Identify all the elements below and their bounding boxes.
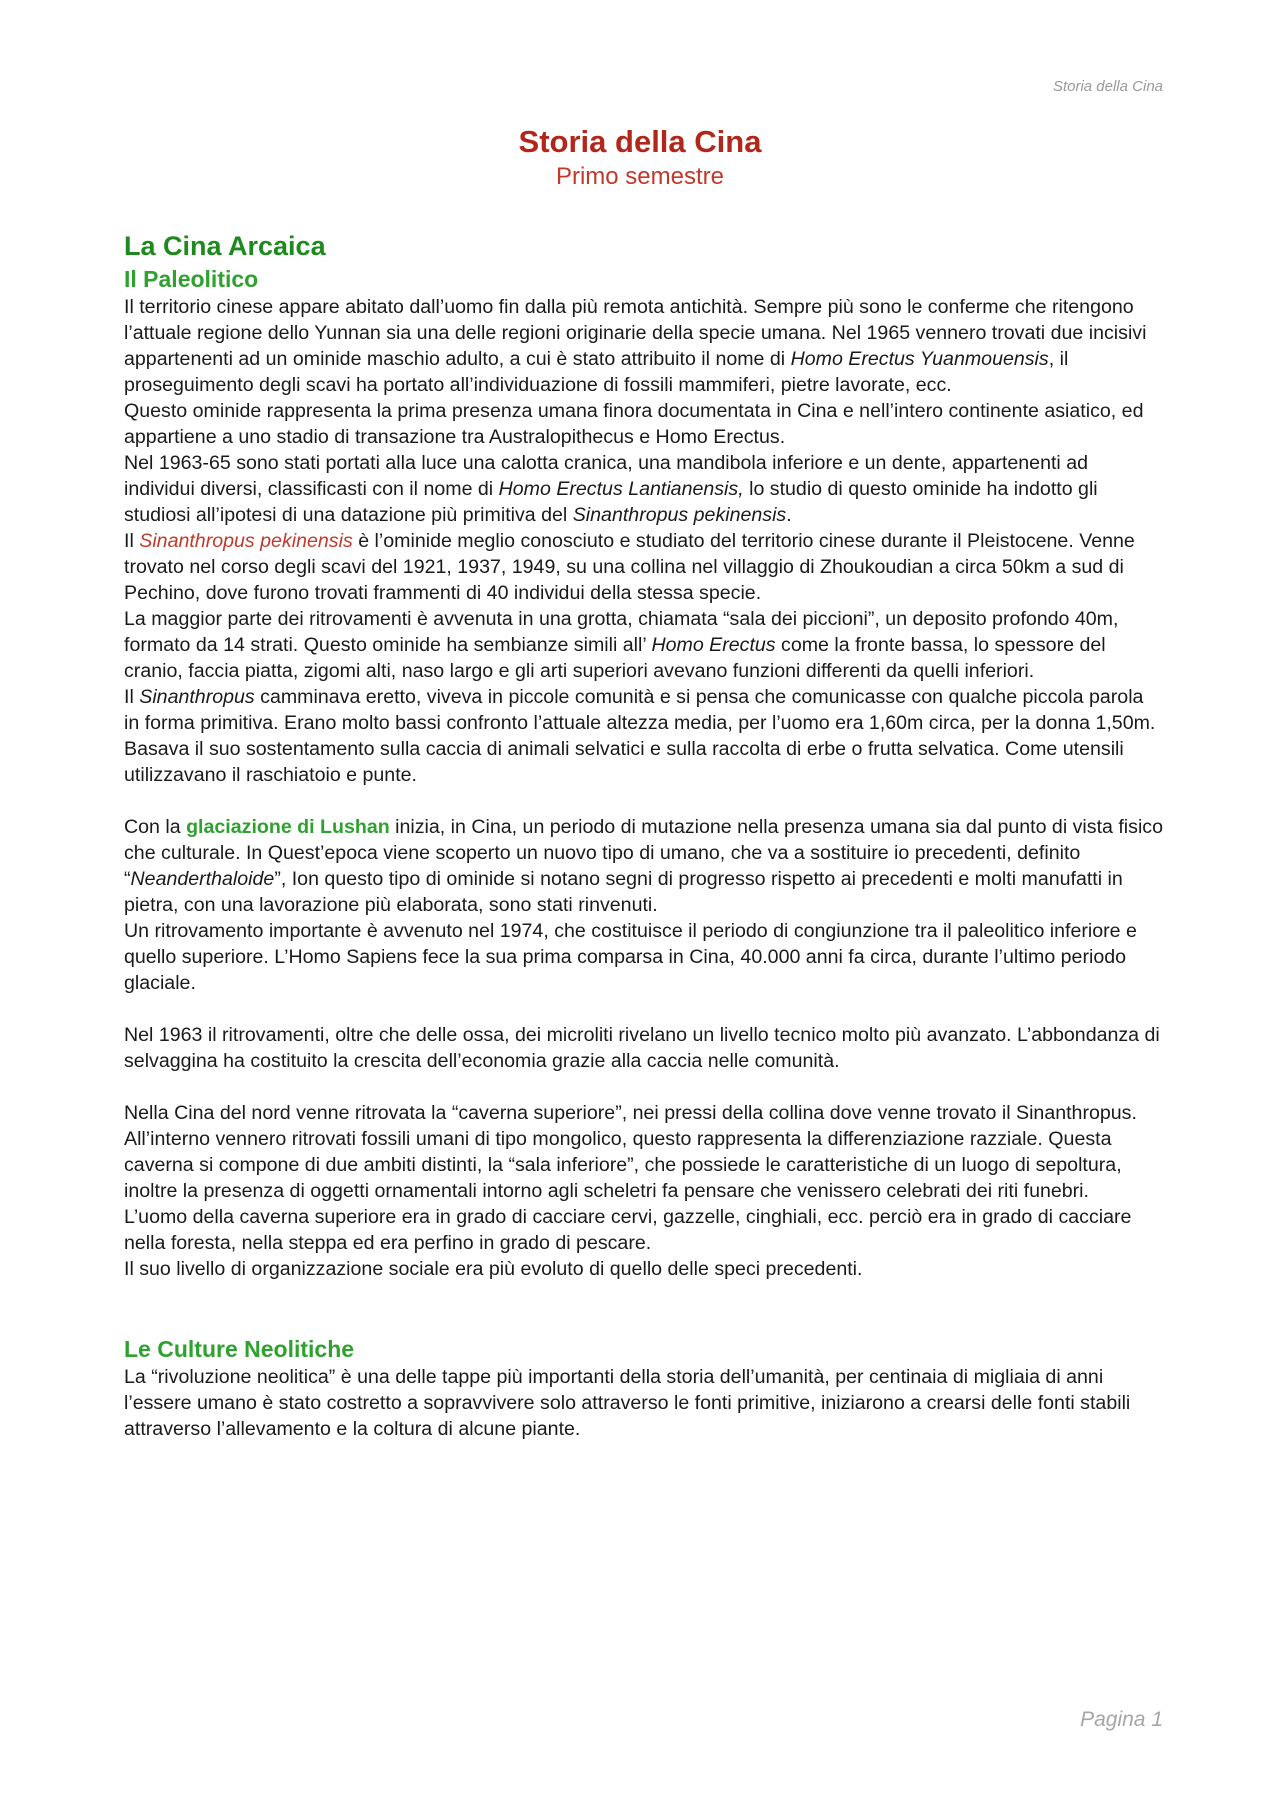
paragraph: La “rivoluzione neolitica” è una delle tappe più importanti della storia dell’umanità, per centinaia di migliaia di anni l’essere umano è stato costretto a sopravvivere solo attraverso le fonti primitive, iniziarono a crearsi delle fonti stabili attraverso l’allevamento e la coltura di alcune piante. bbox=[124, 1366, 1131, 1440]
highlighted-term: glaciazione di Lushan bbox=[186, 816, 390, 838]
page-number: Pagina 1 bbox=[1080, 1708, 1163, 1731]
paragraph: Questo ominide rappresenta la prima presenza umana finora documentata in Cina e nell’intero continente asiatico, ed appartiene a uno stadio di transazione tra Australopithecus e Homo Erectus. bbox=[124, 400, 1144, 448]
highlighted-term: Sinanthropus pekinensis bbox=[139, 530, 353, 552]
spacer bbox=[124, 996, 1164, 1022]
paragraph: Con la glaciazione di Lushan inizia, in Cina, un periodo di mutazione nella presenza umana sia dal punto di vista fisico che culturale. In Quest’epoca viene scoperto un nuovo tipo di umano, che va a sostituire io precedenti, definito “Neanderthaloide”, Ion questo tipo di ominide si notano segni di progresso rispetto ai precedenti e molti manufatti in pietra, con una lavorazione più elaborata, sono stati rinvenuti. bbox=[124, 816, 1163, 916]
paragraph: La maggior parte dei ritrovamenti è avvenuta in una grotta, chiamata “sala dei piccioni”, un deposito profondo 40m, formato da 14 strati. Questo ominide ha sembianze simili all’ Homo Erectus come la fronte bassa, lo spessore del cranio, faccia piatta, zigomi alti, naso largo e gli arti superiori avevano funzioni differenti da quelli inferiori. bbox=[124, 608, 1119, 682]
paragraph: Nel 1963-65 sono stati portati alla luce una calotta cranica, una mandibola inferiore e un dente, appartenenti ad individui diversi, classificasti con il nome di Homo Erectus Lantianensis, lo studio di questo ominide ha indotto gli studiosi all’ipotesi di una datazione più primitiva del Sinanthropus pekinensis. bbox=[124, 452, 1098, 526]
paragraph: Il territorio cinese appare abitato dall’uomo fin dalla più remota antichità. Sempre più sono le conferme che ritengono l’attuale regione dello Yunnan sia una delle regioni originarie della specie umana. Nel 1965 vennero trovati due incisivi appartenenti ad un ominide maschio adulto, a cui è stato attribuito il nome di Homo Erectus Yuanmouensis, il proseguimento degli scavi ha portato all’individuazione di fossili mammiferi, pietre lavorate, ecc. bbox=[124, 296, 1147, 396]
running-header: Storia della Cina bbox=[1052, 78, 1163, 95]
paragraph: Il Sinanthropus camminava eretto, viveva in piccole comunità e si pensa che comunicasse con qualche piccola parola in forma primitiva. Erano molto bassi confronto l’attuale altezza media, per l’uomo era 1,60m circa, per la donna 1,50m. Basava il suo sostentamento sulla caccia di animali selvatici e sulla raccolta di erbe o frutta selvatica. Come utensili utilizzavano il raschiatoio e punte. bbox=[124, 686, 1156, 786]
document-subtitle: Primo semestre bbox=[555, 163, 725, 190]
paragraph: Nel 1963 il ritrovamenti, oltre che delle ossa, dei microliti rivelano un livello tecnico molto più avanzato. L’abbondanza di selvaggina ha costituito la crescita dell’economia grazie alla caccia nelle comunità. bbox=[124, 1024, 1160, 1072]
paragraph: L’uomo della caverna superiore era in grado di cacciare cervi, gazzelle, cinghiali, ecc. perciò era in grado di cacciare nella foresta, nella steppa ed era perfino in grado di pescare. bbox=[124, 1206, 1132, 1254]
subsection-heading: Le Culture Neolitiche bbox=[124, 1336, 355, 1362]
section-heading: La Cina Arcaica bbox=[124, 231, 326, 261]
subsection-heading: Il Paleolitico bbox=[124, 266, 259, 292]
document-title: Storia della Cina bbox=[518, 124, 762, 159]
document-body bbox=[124, 228, 1164, 1442]
spacer bbox=[124, 788, 1164, 814]
paragraph: Nella Cina del nord venne ritrovata la “caverna superiore”, nei pressi della collina dove venne trovato il Sinanthropus. All’interno vennero ritrovati fossili umani di tipo mongolico, questo rappresenta la differenziazione razziale. Questa caverna si compone di due ambiti distinti, la “sala inferiore”, che possiede le caratteristiche di un luogo di sepoltura, inoltre la presenza di oggetti ornamentali intorno agli scheletri fa pensare che venissero celebrati dei riti funebri. bbox=[124, 1102, 1137, 1202]
spacer bbox=[124, 1282, 1164, 1334]
spacer bbox=[124, 1074, 1164, 1100]
paragraph: Il suo livello di organizzazione sociale era più evoluto di quello delle speci precedenti. bbox=[124, 1258, 863, 1280]
paragraph: Un ritrovamento importante è avvenuto nel 1974, che costituisce il periodo di congiunzione tra il paleolitico inferiore e quello superiore. L’Homo Sapiens fece la sua prima comparsa in Cina, 40.000 anni fa circa, durante l’ultimo periodo glaciale. bbox=[124, 920, 1137, 994]
title-block bbox=[0, 122, 1280, 192]
paragraph: Il Sinanthropus pekinensis è l’ominide meglio conosciuto e studiato del territorio cinese durante il Pleistocene. Venne trovato nel corso degli scavi del 1921, 1937, 1949, su una collina nel villaggio di Zhoukoudian a circa 50km a sud di Pechino, dove furono trovati frammenti di 40 individui della stessa specie. bbox=[124, 530, 1135, 604]
